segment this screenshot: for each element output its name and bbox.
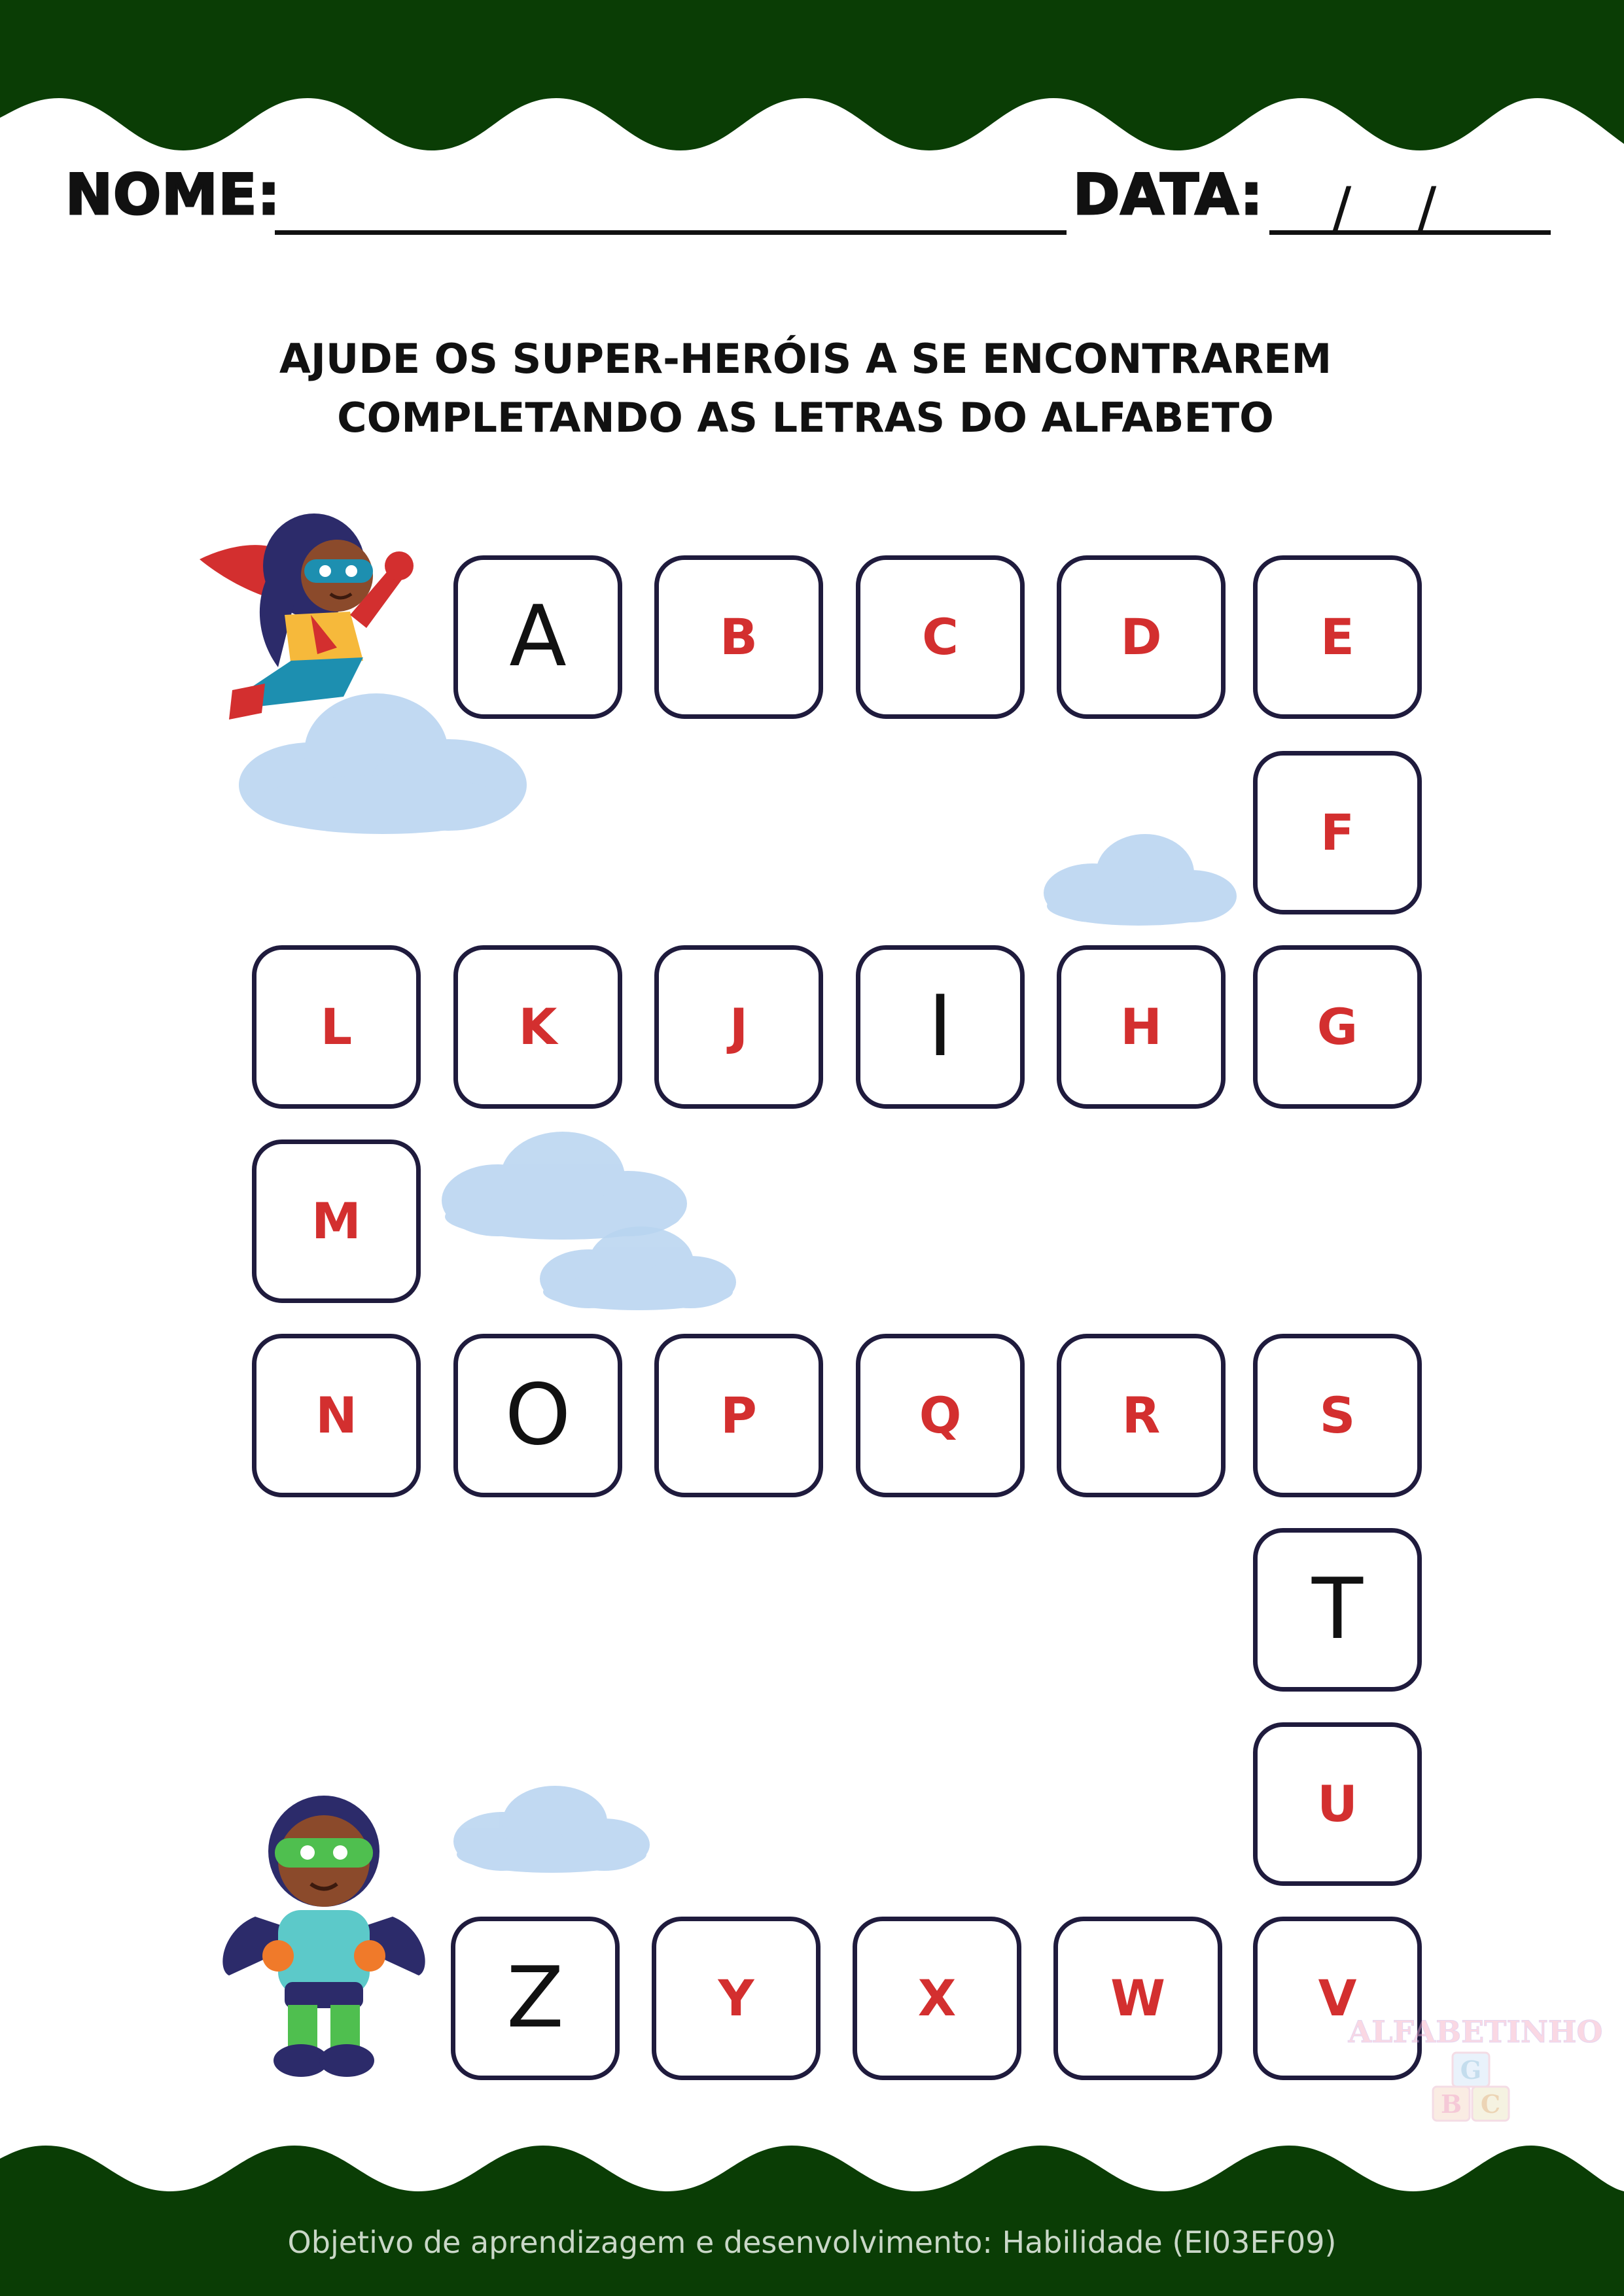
- letter-g: G: [1316, 998, 1358, 1056]
- letter-box-b: [654, 555, 823, 719]
- letter-box-j: [654, 945, 823, 1109]
- letter-box-x: [853, 1917, 1021, 2080]
- letter-box-n: [252, 1334, 421, 1497]
- letter-box-l: [252, 945, 421, 1109]
- letter-a: A: [509, 588, 567, 686]
- letter-box-p: [654, 1334, 823, 1497]
- letter-box-u: [1253, 1722, 1422, 1886]
- letter-box-h: [1057, 945, 1226, 1109]
- letter-b: B: [720, 608, 758, 666]
- letter-j: J: [729, 998, 749, 1056]
- superheroine-icon: [180, 497, 442, 733]
- letter-box-k: [453, 945, 622, 1109]
- instruction-line-2: COMPLETANDO AS LETRAS DO ALFABETO: [337, 394, 1274, 442]
- alfabetinho-logo: [1348, 2002, 1603, 2132]
- letter-box-d: [1057, 555, 1226, 719]
- svg-text:C: C: [1480, 2089, 1501, 2119]
- letter-box-s: [1253, 1334, 1422, 1497]
- cloud-icon: [1040, 831, 1240, 929]
- date-label: DATA:: [1073, 162, 1263, 228]
- letter-h: H: [1120, 998, 1162, 1056]
- svg-text:G: G: [1460, 2055, 1482, 2085]
- letter-box-e: [1253, 555, 1422, 719]
- letter-d: D: [1120, 608, 1162, 666]
- letter-e: E: [1320, 608, 1354, 666]
- letter-box-q: [856, 1334, 1025, 1497]
- letter-box-m: [252, 1139, 421, 1303]
- cloud-icon: [450, 1783, 650, 1877]
- letter-box-w: [1053, 1917, 1222, 2080]
- letter-y: Y: [718, 1969, 754, 2027]
- bottom-wave-border: [0, 2119, 1624, 2296]
- letter-f: F: [1320, 803, 1354, 861]
- footer-objective: Objetivo de aprendizagem e desenvolvimento: Habilidade (EI03EF09): [287, 2225, 1337, 2260]
- letter-box-r: [1057, 1334, 1226, 1497]
- letter-q: Q: [919, 1386, 962, 1444]
- letter-box-i: [856, 945, 1025, 1109]
- letter-box-y: [652, 1917, 821, 2080]
- letter-p: P: [720, 1386, 757, 1444]
- letter-x: X: [917, 1969, 957, 2027]
- instruction-line-1: AJUDE OS SUPER-HERÓIS A SE ENCONTRAREM: [279, 335, 1332, 383]
- svg-text:B: B: [1440, 2089, 1462, 2119]
- top-wave-border: [0, 0, 1624, 157]
- date-line[interactable]: [1269, 230, 1551, 235]
- letter-box-g: [1253, 945, 1422, 1109]
- letter-box-z: [451, 1917, 620, 2080]
- letter-w: W: [1110, 1969, 1165, 2027]
- letter-l: L: [320, 998, 353, 1056]
- letter-u: U: [1317, 1775, 1358, 1833]
- letter-box-c: [856, 555, 1025, 719]
- letter-i: I: [928, 978, 953, 1075]
- svg-text:ALFABETINHO: ALFABETINHO: [1348, 2014, 1603, 2049]
- letter-t: T: [1311, 1561, 1364, 1658]
- letter-s: S: [1319, 1386, 1356, 1444]
- superhero-icon: [216, 1779, 432, 2087]
- letter-v: V: [1318, 1969, 1357, 2027]
- letter-box-o: [453, 1334, 622, 1497]
- letter-m: M: [311, 1192, 361, 1250]
- cloud-icon: [537, 1223, 739, 1315]
- letter-k: K: [518, 998, 557, 1056]
- letter-n: N: [315, 1386, 357, 1444]
- letter-z: Z: [506, 1949, 564, 2047]
- letter-o: O: [504, 1366, 571, 1464]
- letter-box-f: [1253, 751, 1422, 914]
- letter-box-a: [453, 555, 622, 719]
- name-line[interactable]: [275, 230, 1067, 235]
- date-separator-1: /: [1332, 175, 1352, 243]
- date-separator-2: /: [1417, 175, 1437, 243]
- letter-box-t: [1253, 1528, 1422, 1692]
- letter-r: R: [1121, 1386, 1161, 1444]
- name-label: NOME:: [65, 162, 281, 228]
- letter-c: C: [922, 608, 959, 666]
